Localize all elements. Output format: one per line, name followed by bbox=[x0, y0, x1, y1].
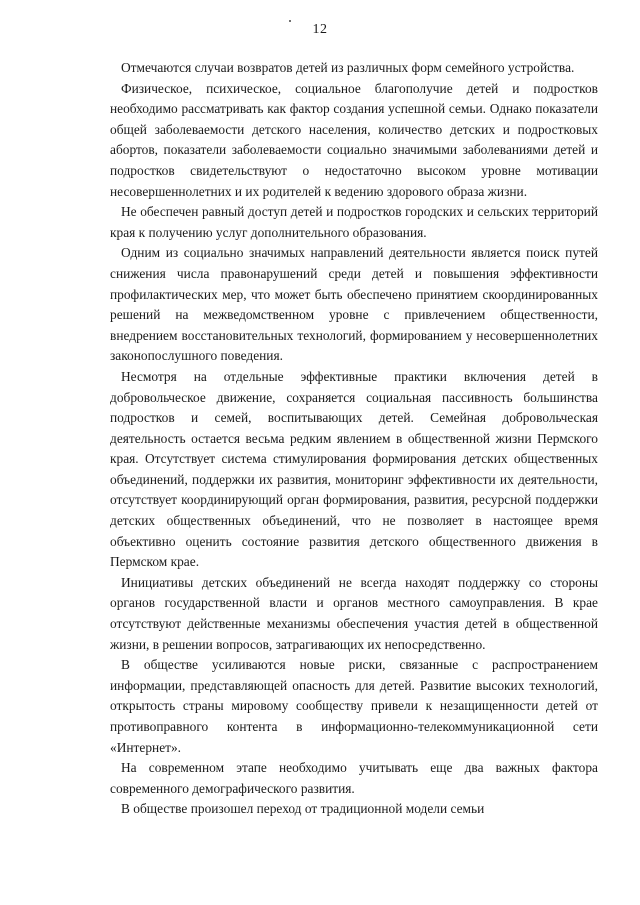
paragraph: Физическое, психическое, социальное благополучие детей и подростков необходимо рассматривать как фактор создания успешной семьи. Однако показатели общей заболеваемости детского населения, количество детских и подростковых абортов, показатели заболеваемости социально значимыми заболеваниями детей и подростков свидетельствуют о недостаточно высоком уровне мотивации несовершеннолетних и их родителей к ведению здорового образа жизни. bbox=[110, 80, 598, 199]
paragraph: Инициативы детских объединений не всегда находят поддержку со стороны органов государственной власти и органов местного самоуправления. В крае отсутствуют действенные механизмы обеспечения участия детей в общественной жизни, в решении вопросов, затрагивающих их непосредственно. bbox=[110, 574, 598, 652]
paragraph: Несмотря на отдельные эффективные практики включения детей в добровольческое движение, сохраняется социальная пассивность большинства подростков и семей, воспитывающих детей. Семейная добровольческая деятельность остается весьма редким явлением в общественной жизни Пермского края. Отсутствует система стимулирования формирования детских общественных объединений, поддержки их развития, мониторинг эффективности их деятельности, отсутствует координирующий орган формирования, развития, ресурсной поддержки детских общественных объединений, что не позволяет в настоящее время объективно оценить состояние развития детского общественного движения в Пермском крае. bbox=[110, 368, 598, 570]
paragraph: Не обеспечен равный доступ детей и подростков городских и сельских территорий края к получению услуг дополнительного образования. bbox=[110, 204, 598, 240]
paragraph: Отмечаются случаи возвратов детей из различных форм семейного устройства. bbox=[121, 60, 575, 75]
body-text bbox=[110, 58, 598, 820]
paragraph: Одним из социально значимых направлений деятельности является поиск путей снижения числа правонарушений среди детей и повышения эффективности профилактических мер, что может быть обеспечено принятием скоординированных решений на межведомственном уровне с привлечением общественности, внедрением восстановительных технологий, формированием у несовершеннолетних законопослушного поведения. bbox=[110, 245, 598, 364]
paragraph: В обществе произошел переход от традиционной модели семьи bbox=[121, 801, 485, 817]
page-number: 12 bbox=[312, 22, 328, 37]
paragraph: В обществе усиливаются новые риски, связанные с распространением информации, представляющей опасность для детей. Развитие высоких технологий, открытость страны мировому сообществу привели к незащищенности детей от противоправного контента в информационно-телекоммуникационной сети «Интернет». bbox=[110, 657, 598, 755]
paragraph: На современном этапе необходимо учитывать еще два важных фактора современного демографического развития. bbox=[110, 760, 598, 796]
